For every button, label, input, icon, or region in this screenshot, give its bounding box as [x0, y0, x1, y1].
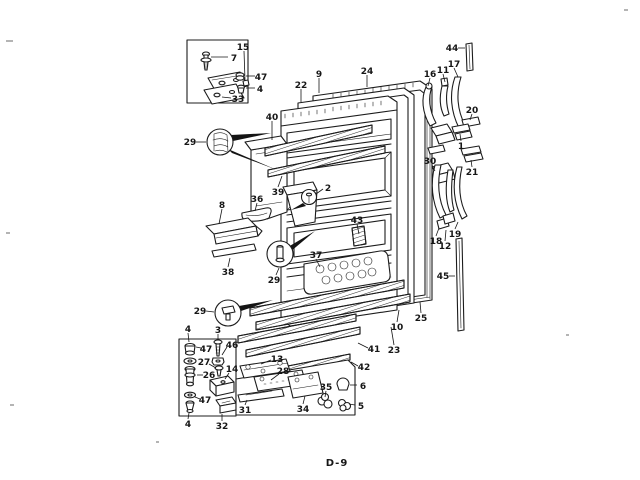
leader-line [445, 230, 446, 241]
nut-part-47 [236, 73, 244, 80]
part-number-label: 29 [183, 138, 197, 148]
grommet-4-bottom [186, 401, 194, 413]
part-number-label: 9 [315, 70, 323, 80]
part-number-label: 35 [319, 383, 333, 393]
part-number-label: 45 [436, 272, 450, 282]
part-number-label: 38 [221, 268, 235, 278]
part-number-label: 20 [465, 106, 479, 116]
part-number-label: 12 [438, 242, 452, 252]
hinge-base-bracket [431, 124, 455, 144]
part-number-label: 2 [324, 184, 332, 194]
leader-line [276, 268, 279, 275]
washer-47-lower [185, 392, 196, 398]
leader-line [436, 228, 439, 236]
washer-27-column [184, 358, 196, 364]
part-number-label: 7 [230, 54, 238, 64]
part-number-label: 42 [357, 363, 371, 373]
part-number-label: 37 [309, 251, 323, 261]
part-number-label: 3 [214, 326, 222, 336]
part-number-label: 32 [215, 422, 229, 432]
leader-line [206, 311, 214, 312]
part-number-label: 47 [198, 396, 212, 406]
part-number-label: 22 [294, 81, 308, 91]
part-number-label: 4 [184, 325, 192, 335]
part-number-label: 21 [465, 168, 479, 178]
hinge-plate-34 [288, 372, 323, 398]
part-number-label: 11 [436, 66, 450, 76]
part-number-label: 16 [423, 70, 437, 80]
part-number-label: 18 [429, 237, 443, 247]
part-number-label: 26 [202, 371, 216, 381]
grommet-47-top [185, 344, 195, 356]
grommet-part-4 [238, 85, 245, 93]
shim-blocks-21 [461, 146, 483, 162]
part-number-label: 34 [296, 405, 310, 415]
part-number-label: 29 [193, 307, 207, 317]
nut-46 [212, 358, 224, 365]
part-number-label: 25 [414, 314, 428, 324]
page-code: D-9 [325, 458, 349, 469]
roller-26 [185, 367, 195, 386]
part-number-label: 29 [267, 276, 281, 286]
part-number-label: 24 [360, 67, 374, 77]
part-number-label: 41 [367, 345, 381, 355]
part-number-label: 33 [231, 95, 245, 105]
trim-strip-45 [456, 238, 464, 331]
hinge-strap-11 [440, 78, 449, 116]
part-number-label: 36 [250, 195, 264, 205]
part-number-label: 27 [197, 358, 211, 368]
leader-line [397, 310, 399, 322]
part-number-label: 46 [225, 341, 239, 351]
part-number-label: 4 [184, 420, 192, 430]
part-number-label: 44 [445, 44, 459, 54]
part-number-label: 31 [238, 406, 252, 416]
leader-line [358, 343, 368, 348]
part-number-label: 28 [276, 367, 290, 377]
butter-door-8 [206, 218, 262, 244]
part-number-label: 47 [254, 73, 268, 83]
leader-line [420, 302, 421, 313]
part-number-label: 30 [423, 157, 437, 167]
leader-line [219, 209, 222, 224]
part-number-label: 4 [256, 85, 264, 95]
part-number-label: 1 [457, 142, 465, 152]
leader-line [455, 222, 458, 229]
shim-blocks-1 [452, 124, 472, 140]
part-number-label: 8 [218, 201, 226, 211]
butter-trim-38 [212, 244, 256, 257]
cap-6 [337, 378, 349, 390]
part-number-label: 17 [447, 60, 461, 70]
part-number-label: 5 [357, 402, 365, 412]
part-number-label: 23 [387, 346, 401, 356]
part-number-label: 43 [350, 216, 364, 226]
part-number-label: 47 [199, 345, 213, 355]
part-number-label: 13 [270, 355, 284, 365]
part-number-label: 39 [271, 188, 285, 198]
part-number-label: 19 [448, 230, 462, 240]
part-number-label: 14 [225, 365, 239, 375]
shelf-bar-43 [352, 226, 366, 246]
bracket-bar-44 [466, 43, 473, 71]
part-number-label: 10 [390, 323, 404, 333]
part-number-label: 40 [265, 113, 279, 123]
leader-line [228, 258, 230, 267]
part-number-label: 6 [359, 382, 367, 392]
part-number-label: 15 [236, 43, 250, 53]
